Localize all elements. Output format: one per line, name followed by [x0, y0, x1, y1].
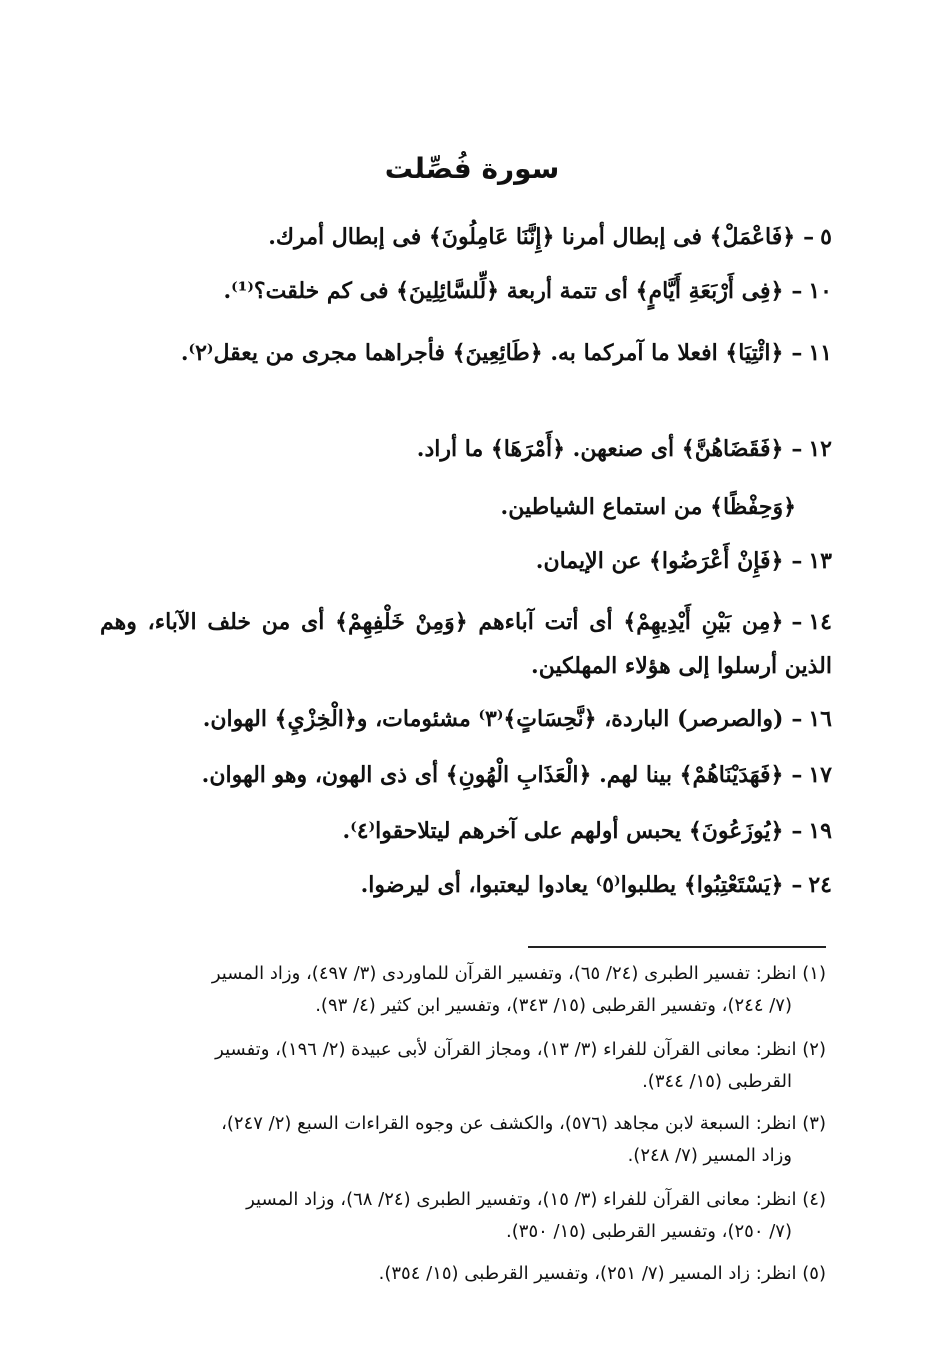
entry-verse-12: [100, 432, 832, 466]
entry-verse-17: [100, 758, 832, 792]
entry-text: ﴿مِن بَيْنِ أَيْدِيهِمْ﴾ أى أتت آباءهم ﴿وَمِنْ خَلْفِهِمْ﴾ أى من خلف الآباء، وهم الذين أرسلوا إلى هؤلاء المهلكين.: [100, 609, 832, 679]
verse-number: ١٠: [808, 278, 832, 304]
verse-number: ١٦: [808, 706, 832, 732]
entry-text: ﴿فَاعْمَلْ﴾ فى إبطال أمرنا ﴿إِنَّنَا عَامِلُونَ﴾ فى إبطال أمرك.: [268, 224, 796, 250]
entry-verse-19: [100, 814, 832, 848]
verse-number: ٥: [820, 224, 832, 250]
entry-verse-11: [100, 332, 832, 374]
entry-verse-16: [100, 702, 832, 736]
dash: –: [791, 548, 803, 574]
entry-verse-12-cont: [100, 490, 796, 524]
dash: –: [791, 818, 803, 844]
surah-title: سورة فُصِّلت: [384, 152, 560, 185]
dash: –: [791, 609, 803, 635]
verse-number: ١٧: [808, 762, 832, 788]
entry-verse-5: [100, 220, 832, 254]
verse-number: ١١: [808, 340, 832, 366]
entry-text: ﴿فِى أَرْبَعَةِ أَيَّامٍ﴾ أى تتمة أربعة ﴿لِّلسَّائِلِينَ﴾ فى كم خلقت؟⁽¹⁾.: [223, 278, 784, 304]
verse-number: ١٩: [808, 818, 832, 844]
footnote-line: (٢) انظر: معانى القرآن للفراء (٣/ ١٣)، ومجاز القرآن لأبى عبيدة (٢/ ١٩٦)، وتفسير: [215, 1039, 826, 1060]
footnote-line: (٧/ ٢٤٤)، وتفسير القرطبى (١٥/ ٣٤٣)، وتفسير ابن كثير (٤/ ٩٣).: [315, 995, 792, 1016]
entry-text: ﴿يُوزَعُونَ﴾ يحبس أولهم على آخرهم ليتلاحقوا⁽٤⁾.: [342, 818, 784, 844]
verse-number: ٢٤: [808, 872, 832, 898]
entry-text: ﴿يَسْتَعْتِبُوا﴾ يطلبوا⁽٥⁾ يعادوا ليعتبوا، أى ليرضوا.: [360, 872, 784, 898]
footnote-line: القرطبى (١٥/ ٣٤٤).: [642, 1071, 792, 1092]
footnote-line: (٣) انظر: السبعة لابن مجاهد (٥٧٦)، والكشف عن وجوه القراءات السبع (٢/ ٢٤٧)،: [221, 1113, 826, 1134]
footnote-2: [100, 1034, 826, 1098]
dash: –: [791, 706, 803, 732]
verse-number: ١٢: [808, 436, 832, 462]
dash: –: [791, 436, 803, 462]
footnote-4: [100, 1184, 826, 1248]
entry-text: ﴿ائْتِيَا﴾ افعلا ما آمركما به. ﴿طَائِعِينَ﴾ فأجراهما مجرى من يعقل⁽٢⁾.: [180, 340, 784, 366]
footnote-line: وزاد المسير (٧/ ٢٤٨).: [627, 1145, 792, 1166]
entry-text: ﴿فَهَدَيْنَاهُمْ﴾ بينا لهم. ﴿الْعَذَابِ الْهُونِ﴾ أى ذى الهون، وهو الهوان.: [201, 762, 784, 788]
entry-text: ﴿فَقَضَاهُنَّ﴾ أى صنعهن. ﴿أَمْرَهَا﴾ ما أراد.: [416, 436, 784, 462]
entry-verse-24: [100, 868, 832, 902]
footnote-3: [100, 1108, 826, 1172]
footnote-line: (٤) انظر: معانى القرآن للفراء (٣/ ١٥)، وتفسير الطبرى (٢٤/ ٦٨)، وزاد المسير: [246, 1189, 826, 1210]
footnote-line: (١) انظر: تفسير الطبرى (٢٤/ ٦٥)، وتفسير القرآن للماوردى (٣/ ٤٩٧)، وزاد المسير: [211, 963, 826, 984]
dash: –: [791, 762, 803, 788]
dash: –: [791, 340, 803, 366]
footnote-line: (٥) انظر: زاد المسير (٧/ ٢٥١)، وتفسير القرطبى (١٥/ ٣٥٤).: [378, 1263, 826, 1284]
entry-verse-14: [100, 600, 832, 688]
verse-number: ١٤: [808, 609, 832, 635]
entry-text: ﴿فَإِنْ أَعْرَضُوا﴾ عن الإيمان.: [535, 548, 784, 574]
footnote-line: (٧/ ٢٥٠)، وتفسير القرطبى (١٥/ ٣٥٠).: [506, 1221, 792, 1242]
dash: –: [803, 224, 815, 250]
entry-text: ﴿وَحِفْظًا﴾ من استماع الشياطين.: [500, 494, 796, 520]
verse-number: ١٣: [808, 548, 832, 574]
footnote-5: [100, 1258, 826, 1290]
entry-verse-13: [100, 544, 832, 578]
dash: –: [791, 278, 803, 304]
dash: –: [791, 872, 803, 898]
entry-verse-10: [100, 274, 832, 308]
footnote-separator: [528, 946, 826, 948]
footnote-1: [100, 958, 826, 1022]
entry-text: (والصرصر) الباردة، ﴿نَّحِسَاتٍ﴾⁽٣⁾ مشئومات، و﴿الْخِزْيِ﴾ الهوان.: [202, 706, 784, 732]
